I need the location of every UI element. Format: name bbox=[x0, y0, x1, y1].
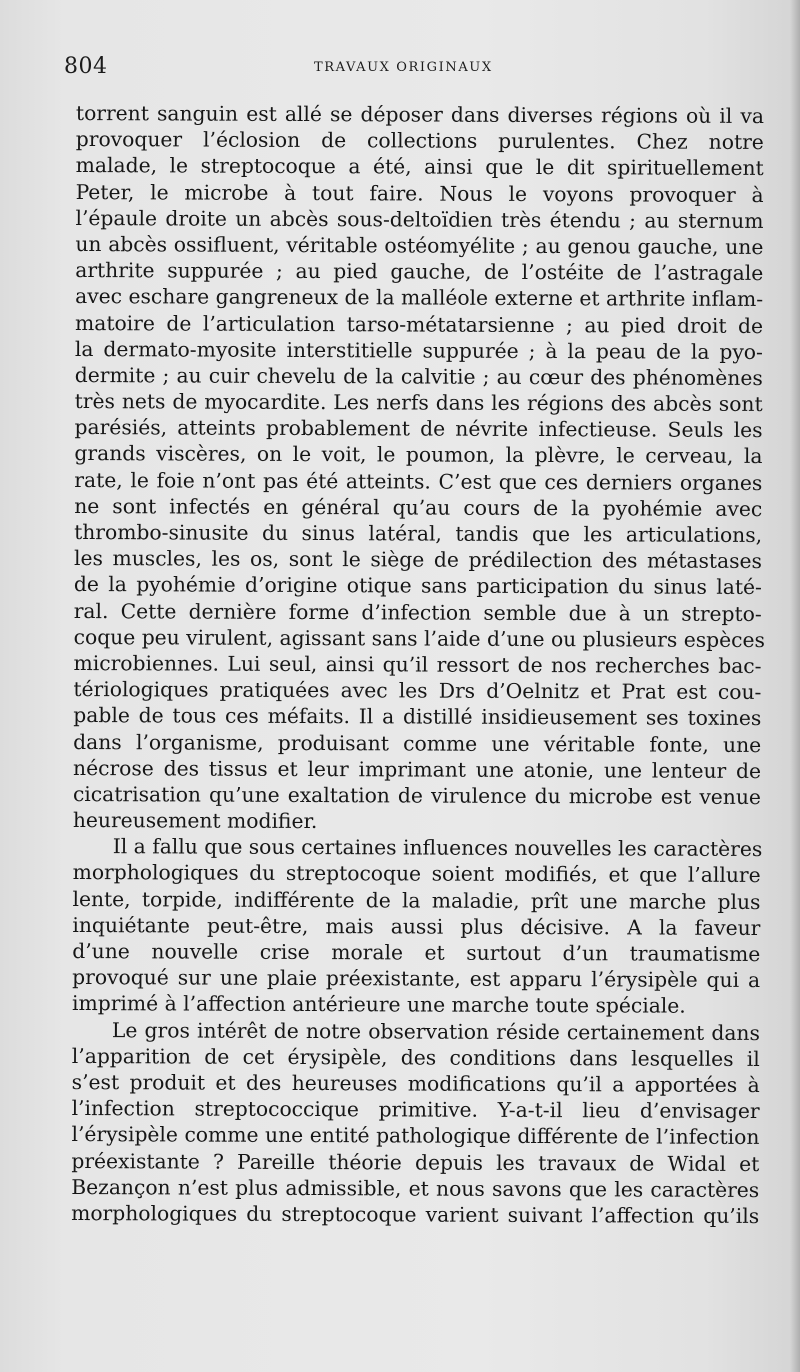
text-line: très nets de myocardite. Les nerfs dans les régions des abcès sont bbox=[74, 389, 763, 417]
text-line: arthrite suppurée ; au pied gauche, de l’ostéite de l’astragale bbox=[75, 258, 764, 286]
text-line: inquiétante peut-être, mais aussi plus décisive. A la faveur bbox=[72, 912, 761, 940]
text-line: matoire de l’articulation tarso-métatarsienne ; au pied droit de bbox=[74, 310, 764, 338]
text-line: ne sont infectés en général qu’au cours de la pyohémie avec bbox=[74, 493, 763, 521]
text-line: Il a fallu que sous certaines influences nouvelles les caractères bbox=[112, 834, 763, 862]
text-line: un abcès ossifluent, véritable ostéomyélite ; au genou gauche, une bbox=[75, 231, 764, 259]
text-line: Le gros intérêt de notre observation réside certainement dans bbox=[111, 1017, 760, 1045]
text-line: de la pyohémie d’origine otique sans participation du sinus laté- bbox=[73, 572, 762, 600]
text-line: tériologiques pratiquées avec les Drs d’Oelnitz et Prat est cou- bbox=[73, 677, 762, 705]
text-line: grands viscères, on le voit, le poumon, la plèvre, le cerveau, la bbox=[74, 441, 763, 469]
text-line: l’infection streptococcique primitive. Y-a-t-il lieu d’envisager bbox=[71, 1096, 760, 1124]
text-line: morphologiques du streptocoque varient suivant l’affection qu’ils bbox=[71, 1200, 760, 1228]
text-line: nécrose des tissus et leur imprimant une atonie, une lenteur de bbox=[73, 755, 762, 783]
page-header bbox=[64, 54, 764, 84]
text-line: thrombo-sinusite du sinus latéral, tandis que les articulations, bbox=[74, 519, 763, 547]
text-line: l’érysipèle comme une entité pathologique différente de l’infection bbox=[71, 1122, 760, 1150]
text-line: préexistante ? Pareille théorie depuis les travaux de Widal et bbox=[71, 1148, 760, 1176]
text-line: rate, le foie n’ont pas été atteints. C’est que ces derniers organes bbox=[74, 467, 763, 495]
text-line: heureusement modifier. bbox=[72, 808, 318, 834]
text-line: l’apparition de cet érysipèle, des conditions dans lesquelles il bbox=[71, 1043, 760, 1071]
page-number: 804 bbox=[64, 54, 108, 79]
text-line: d’une nouvelle crise morale et surtout d’un traumatisme bbox=[72, 938, 761, 966]
text-line: lente, torpide, indifférente de la maladie, prît une marche plus bbox=[72, 886, 761, 914]
page-edge-shadow bbox=[790, 0, 800, 1372]
text-line: les muscles, les os, sont le siège de prédilection des métastases bbox=[73, 546, 763, 574]
text-line: imprimé à l’affection antérieure une marche toute spéciale. bbox=[72, 991, 686, 1019]
text-line: provoquer l’éclosion de collections purulentes. Chez notre bbox=[75, 127, 764, 155]
running-head: TRAVAUX ORIGINAUX bbox=[314, 60, 493, 75]
text-line: provoqué sur une plaie préexistante, est apparu l’érysipèle qui a bbox=[72, 965, 761, 993]
text-line: Bezançon n’est plus admissible, et nous savons que les caractères bbox=[71, 1174, 760, 1202]
text-line: l’épaule droite un abcès sous-deltoïdien très étendu ; au sternum bbox=[75, 205, 764, 233]
text-line: morphologiques du streptocoque soient modifiés, et que l’allure bbox=[72, 860, 761, 888]
text-line: dans l’organisme, produisant comme une véritable fonte, une bbox=[73, 729, 762, 757]
text-line: malade, le streptocoque a été, ainsi que le dit spirituellement bbox=[75, 153, 764, 181]
text-line: dermite ; au cuir chevelu de la calvitie ; au cœur des phénomènes bbox=[74, 362, 763, 390]
body-text bbox=[71, 100, 764, 1229]
text-line: la dermato-myosite interstitielle suppurée ; à la peau de la pyo- bbox=[74, 336, 763, 364]
text-line: s’est produit et des heureuses modifications qu’il a apportées à bbox=[71, 1069, 760, 1097]
text-line: ral. Cette dernière forme d’infection semble due à un strepto- bbox=[73, 598, 762, 626]
text-line: torrent sanguin est allé se déposer dans diverses régions où il va bbox=[75, 100, 764, 129]
text-line: coque peu virulent, agissant sans l’aide d’une ou plusieurs espèces bbox=[73, 624, 765, 652]
text-line: parésiés, atteints probablement de névrite infectieuse. Seuls les bbox=[74, 415, 763, 443]
text-line: avec eschare gangreneux de la malléole externe et arthrite inflam- bbox=[75, 284, 764, 312]
text-line: cicatrisation qu’une exaltation de virulence du microbe est venue bbox=[72, 781, 762, 809]
text-line: microbiennes. Lui seul, ainsi qu’il ressort de nos recherches bac- bbox=[73, 650, 762, 678]
text-line: Peter, le microbe à tout faire. Nous le voyons provoquer à bbox=[75, 179, 764, 207]
text-line: pable de tous ces méfaits. Il a distillé insidieusement ses toxines bbox=[73, 703, 762, 731]
